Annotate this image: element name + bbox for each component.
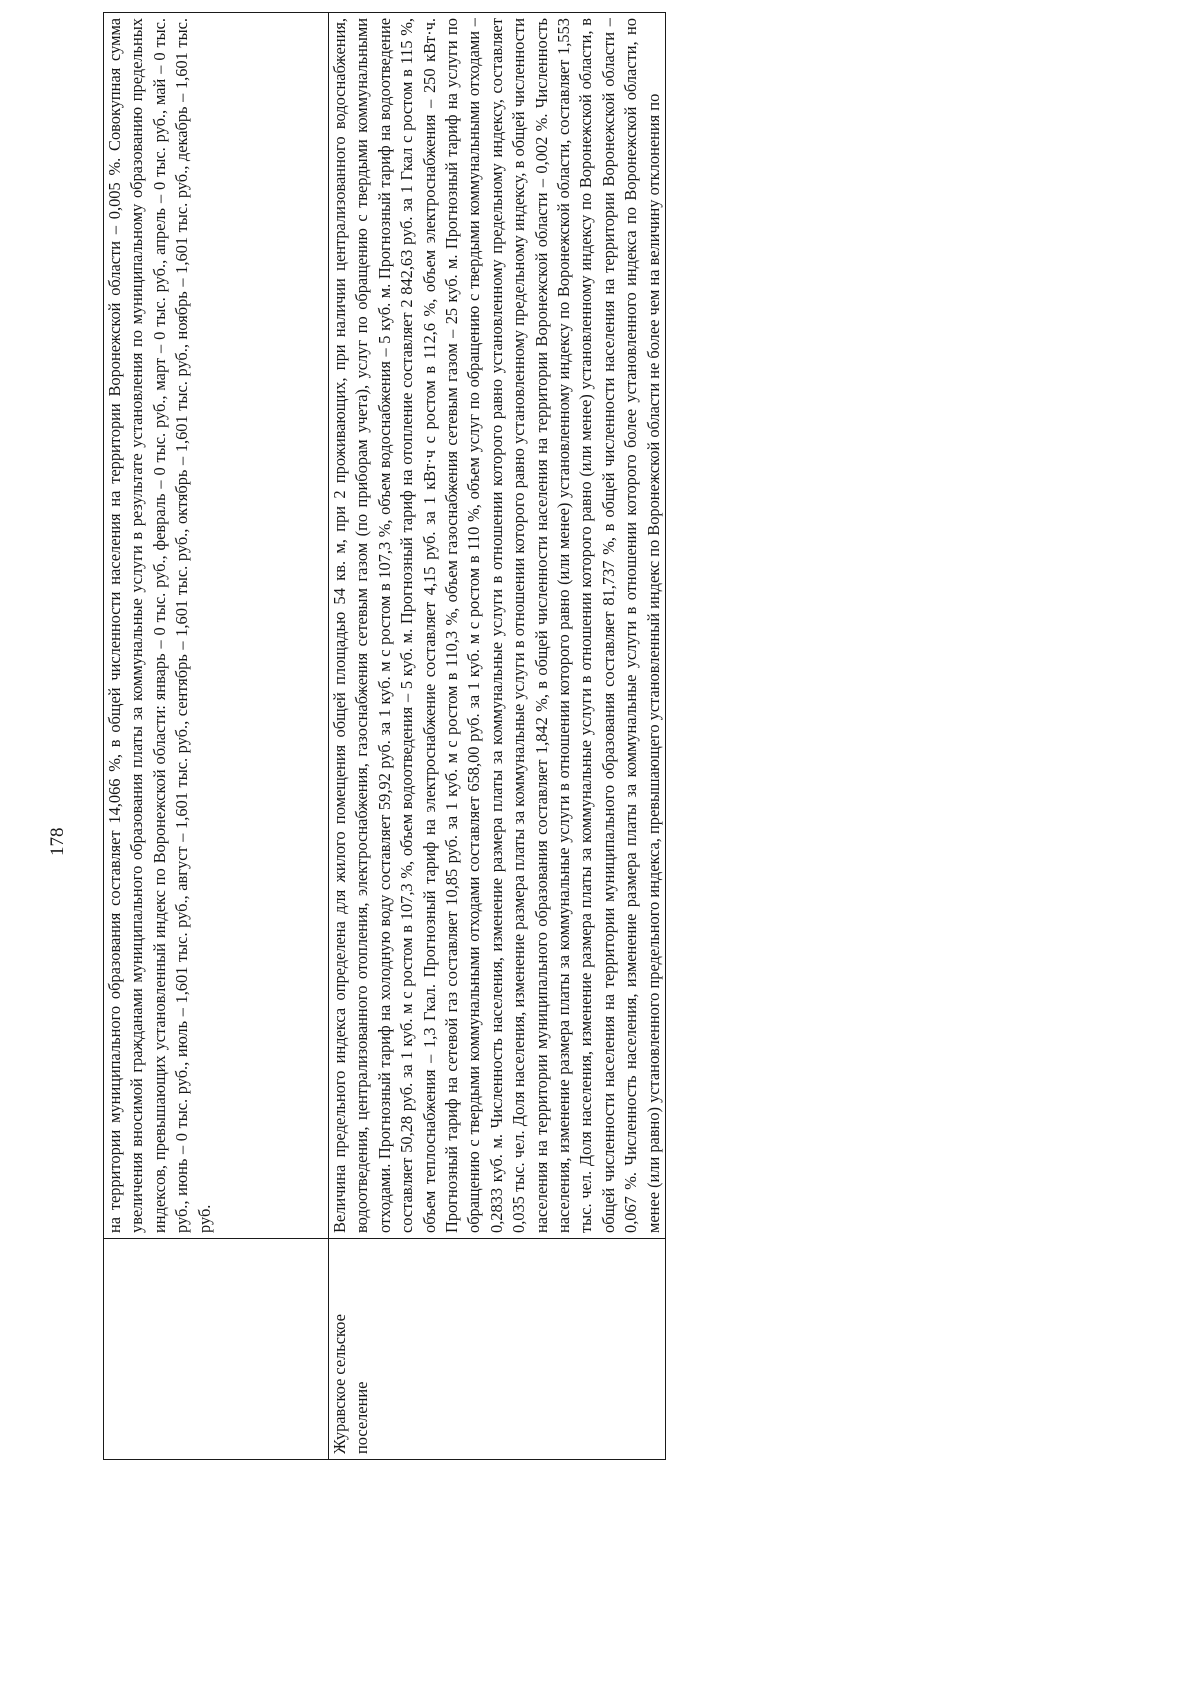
description-text: Величина предельного индекса определена для жилого помещения общей площадью 54 кв. м, при 2 проживающих, при наличии централизованного водоснабжения, водоотведения, централизованного отопления, электроснабжения, газоснабжения сетевым газом (по приборам учета), услуг по обращению с твердыми коммунальными отходами. Прогнозный тариф на холодную воду составляет 59,92 руб. за 1 куб. м с ростом в 107,3 %, объем водоснабжения – 5 куб. м. Прогнозный тариф на водоотведение составляет 50,28 руб. за 1 куб. м с ростом в 107,3 %, объем водоотведения – 5 куб. м. Прогнозный тариф на отопление составляет 2 842,63 руб. за 1 Гкал с ростом в 115 %, объем теплоснабжения – 1,3 Гкал. Прогнозный тариф на электроснабжение составляет 4,15 руб. за 1 кВт·ч с ростом в 112,6 %, объем электроснабжения – 250 кВт·ч. Прогнозный тариф на сетевой газ составляет 10,85 руб. за 1 куб. м с ростом в 110,3 %, объем газоснабжения сетевым газом – 25 куб. м. Прогнозный тариф на услуги по обращению с твердыми коммунальными отходами составляет 658,00 руб. за 1 куб. м с ростом в 110 %, объем услуг по обращению с твердыми коммунальными отходами – 0,2833 куб. м. Численность населения, изменение размера платы за коммунальные услуги в отношении которого равно установленному предельному индексу, составляет 0,035 тыс. чел. Доля населения, изменение размера платы за коммунальные услуги в отношении которого равно установленному предельному индексу, в общей численности населения на территории муниципального образования составляет 1,842 %, в общей численности населения на территории Воронежской области – 0,002 %. Численность населения, изменение размера платы за коммунальные услуги в отношении которого равно (или менее) установленному индексу по Воронежской области, составляет 1,553 тыс. чел. Доля населения, изменение размера платы за коммунальные услуги в отношении которого равно (или менее) установленному индексу по Воронежской области, в общей численности населения на территории муниципального образования составляет 81,737 %, в общей численности населения на территории Воронежской области – 0,067 %. Численность населения, изменение размера платы за коммунальные услуги в отношении которого более установленного индекса по Воронежской области, но менее (или равно) установленного предельного индекса, превышающего установленный индекс по Воронежской области не более чем на величину отклонения по — [330, 18, 663, 1233]
table-row — [329, 13, 666, 1460]
table-row — [104, 13, 329, 1460]
settlement-name-cell — [329, 1239, 666, 1460]
settlement-index-table — [103, 12, 666, 1460]
settlement-name-cell — [104, 1239, 329, 1460]
page-number: 178 — [47, 827, 68, 856]
description-cell — [329, 13, 666, 1239]
description-cell — [104, 13, 329, 1239]
settlement-name: Журавское сельское поселение — [330, 1314, 372, 1454]
description-text: на территории муниципального образования составляет 14,066 %, в общей численности населения на территории Воронежской области – 0,005 %. Совокупная сумма увеличения вносимой гражданами муниципального образования платы за коммунальные услуги в результате установления по муниципальному образованию предельных индексов, превышающих установленный индекс по Воронежской области: январь – 0 тыс. руб., февраль – 0 тыс. руб., март – 0 тыс. руб., апрель – 0 тыс. руб., май – 0 тыс. руб., июнь – 0 тыс. руб., июль – 1,601 тыс. руб., август – 1,601 тыс. руб., сентябрь – 1,601 тыс. руб., октябрь – 1,601 тыс. руб., ноябрь – 1,601 тыс. руб., декабрь – 1,601 тыс. руб. — [105, 18, 214, 1233]
